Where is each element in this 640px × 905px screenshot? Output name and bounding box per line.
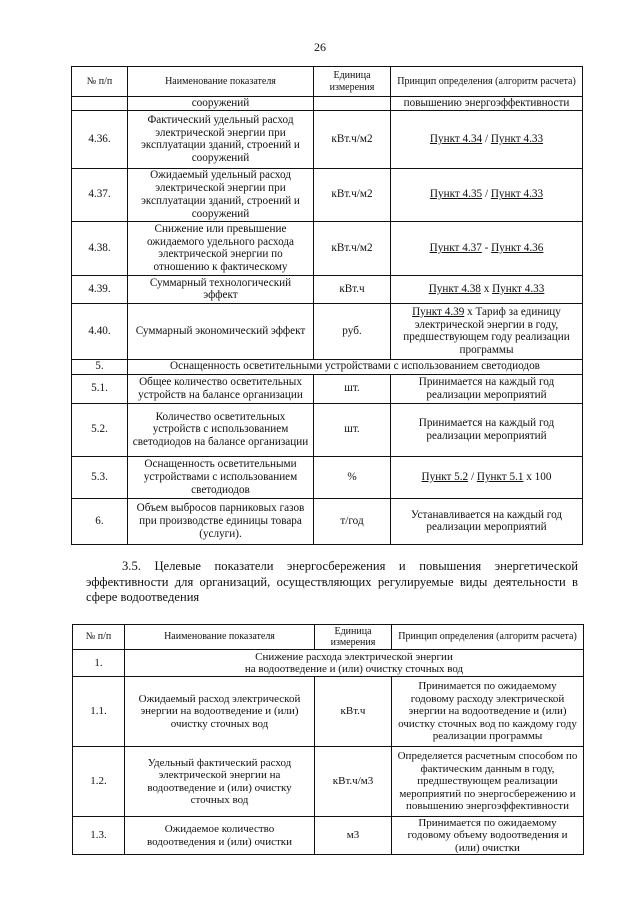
cell-principle: Устанавливается на каждый год реализации мероприятий xyxy=(391,498,583,544)
cell-principle xyxy=(391,303,583,359)
cell-unit: м3 xyxy=(315,817,392,855)
cell-unit: шт. xyxy=(314,374,391,403)
cell-principle xyxy=(391,456,583,498)
header-principle: Принцип определения (алгоритм расчета) xyxy=(392,625,584,650)
table-row xyxy=(72,303,583,359)
link-ref[interactable]: Пункт 4.39 xyxy=(412,305,465,318)
cell-principle xyxy=(391,275,583,303)
table-row xyxy=(73,817,584,855)
cell-unit: кВт.ч xyxy=(314,275,391,303)
cell-principle: Принимается по ожидаемому годовому объему водоотведения и (или) очистки xyxy=(392,817,584,855)
cell-num: 4.39. xyxy=(72,275,128,303)
cell-num: 4.38. xyxy=(72,221,128,275)
operator: - xyxy=(481,241,492,254)
link-ref[interactable]: Пункт 4.34 xyxy=(429,132,483,145)
link-ref[interactable]: Пункт 4.38 xyxy=(428,282,481,295)
indicators-table-2 xyxy=(72,624,584,855)
header-name: Наименование показателя xyxy=(125,625,315,650)
section-row xyxy=(72,359,583,374)
section-row xyxy=(73,650,584,677)
cell-name: Удельный фактический расход электрической энергии на водоотведение и (или) очистку сточных вод xyxy=(125,747,315,817)
formula-rest: х Тариф за единицу электрической энергии в году, предшествующем году реализации программы xyxy=(403,305,570,357)
formula-rest: х 100 xyxy=(523,470,552,483)
cell-name: Ожидаемый расход электрической энергии на водоотведение и (или) очистку сточных вод xyxy=(125,677,315,747)
cell-name: Фактический удельный расход электрической энергии при эксплуатации зданий, строений и сооружений xyxy=(128,110,314,168)
header-principle: Принцип определения (алгоритм расчета) xyxy=(391,67,583,97)
operator: / xyxy=(482,132,491,145)
cell-num: 4.36. xyxy=(72,110,128,168)
table-row xyxy=(72,221,583,275)
cell-principle: Принимается на каждый год реализации мероприятий xyxy=(391,403,583,456)
cell-principle xyxy=(391,110,583,168)
cell-principle: Принимается по ожидаемому годовому расходу электрической энергии на водоотведение и (или) очистку сточных вод по каждому году реализации программы xyxy=(392,677,584,747)
cell-principle: повышению энергоэффективности xyxy=(391,97,583,111)
cell-name: Объем выбросов парниковых газов при производстве единицы товара (услуги). xyxy=(128,498,314,544)
cell-num: 5.3. xyxy=(72,456,128,498)
cell-num: 5.1. xyxy=(72,374,128,403)
table-row xyxy=(73,747,584,817)
indicators-table-1 xyxy=(71,66,583,545)
header-num: № п/п xyxy=(72,67,128,97)
cell-unit: руб. xyxy=(314,303,391,359)
cell-unit: т/год xyxy=(314,498,391,544)
table-row xyxy=(72,275,583,303)
cell-principle xyxy=(391,221,583,275)
link-ref[interactable]: Пункт 4.33 xyxy=(490,132,544,145)
cell-num: 1. xyxy=(73,650,125,677)
header-num: № п/п xyxy=(73,625,125,650)
table-row xyxy=(72,498,583,544)
cell-unit xyxy=(314,97,391,111)
table-header-row xyxy=(72,67,583,97)
link-ref[interactable]: Пункт 4.37 xyxy=(429,241,482,254)
cell-unit: % xyxy=(314,456,391,498)
cell-num: 6. xyxy=(72,498,128,544)
section-paragraph: 3.5. Целевые показатели энергосбережения и повышения энергетической эффективности для организаций, осуществляющих регулируемые виды деятельности в сфере водоотведения xyxy=(86,559,578,604)
table-row xyxy=(72,110,583,168)
header-name: Наименование показателя xyxy=(128,67,314,97)
link-ref[interactable]: Пункт 4.35 xyxy=(429,188,483,201)
link-ref[interactable]: Пункт 5.2 xyxy=(421,470,469,483)
cell-name: Суммарный технологический эффект xyxy=(128,275,314,303)
cell-principle: Определяется расчетным способом по фактическим данным в году, предшествующем реализации мероприятий по энергосбережению и повышению энергоэффективности xyxy=(392,747,584,817)
cell-unit: кВт.ч xyxy=(315,677,392,747)
table-header-row xyxy=(73,625,584,650)
cell-unit: кВт.ч/м2 xyxy=(314,221,391,275)
table-row xyxy=(73,677,584,747)
cell-principle xyxy=(391,168,583,221)
operator: / xyxy=(468,470,477,483)
cell-num xyxy=(72,97,128,111)
cell-name: Ожидаемое количество водоотведения и (или) очистки xyxy=(125,817,315,855)
link-ref[interactable]: Пункт 4.33 xyxy=(490,188,544,201)
cell-num: 5.2. xyxy=(72,403,128,456)
table-row xyxy=(72,168,583,221)
cell-unit: кВт.ч/м2 xyxy=(314,168,391,221)
header-unit: Единица измерения xyxy=(315,625,392,650)
cell-unit: шт. xyxy=(314,403,391,456)
cell-name: Ожидаемый удельный расход электрической энергии при эксплуатации зданий, строений и сооружений xyxy=(128,168,314,221)
section-title-line: на водоотведение и (или) очистку сточных вод xyxy=(244,663,464,675)
cell-name: Оснащенность осветительными устройствами с использованием светодиодов xyxy=(128,456,314,498)
cell-principle: Принимается на каждый год реализации мероприятий xyxy=(391,374,583,403)
link-ref[interactable]: Пункт 4.36 xyxy=(491,241,544,254)
cell-name: Суммарный экономический эффект xyxy=(128,303,314,359)
header-unit: Единица измерения xyxy=(314,67,391,97)
operator: х xyxy=(480,282,493,295)
cell-num: 1.3. xyxy=(73,817,125,855)
cell-num: 1.2. xyxy=(73,747,125,817)
cell-name: сооружений xyxy=(128,97,314,111)
table-row xyxy=(72,403,583,456)
cell-name: Снижение или превышение ожидаемого удельного расхода электрической энергии по отношению к фактическому xyxy=(128,221,314,275)
link-ref[interactable]: Пункт 5.1 xyxy=(476,470,524,483)
cell-unit: кВт.ч/м3 xyxy=(315,747,392,817)
link-ref[interactable]: Пункт 4.33 xyxy=(492,282,545,295)
cell-num: 1.1. xyxy=(73,677,125,747)
cell-unit: кВт.ч/м2 xyxy=(314,110,391,168)
section-title-line: Снижение расхода электрической энергии xyxy=(255,650,453,663)
section-title: Оснащенность осветительными устройствами с использованием светодиодов xyxy=(128,359,583,374)
table-row xyxy=(72,456,583,498)
cell-name: Количество осветительных устройств с использованием светодиодов на балансе организации xyxy=(128,403,314,456)
page-number: 26 xyxy=(314,40,326,54)
table-row xyxy=(72,374,583,403)
cell-num: 4.40. xyxy=(72,303,128,359)
operator: / xyxy=(482,188,491,201)
cell-num: 5. xyxy=(72,359,128,374)
cell-num: 4.37. xyxy=(72,168,128,221)
table-row xyxy=(72,97,583,111)
cell-name: Общее количество осветительных устройств на балансе организации xyxy=(128,374,314,403)
section-title xyxy=(125,650,584,677)
